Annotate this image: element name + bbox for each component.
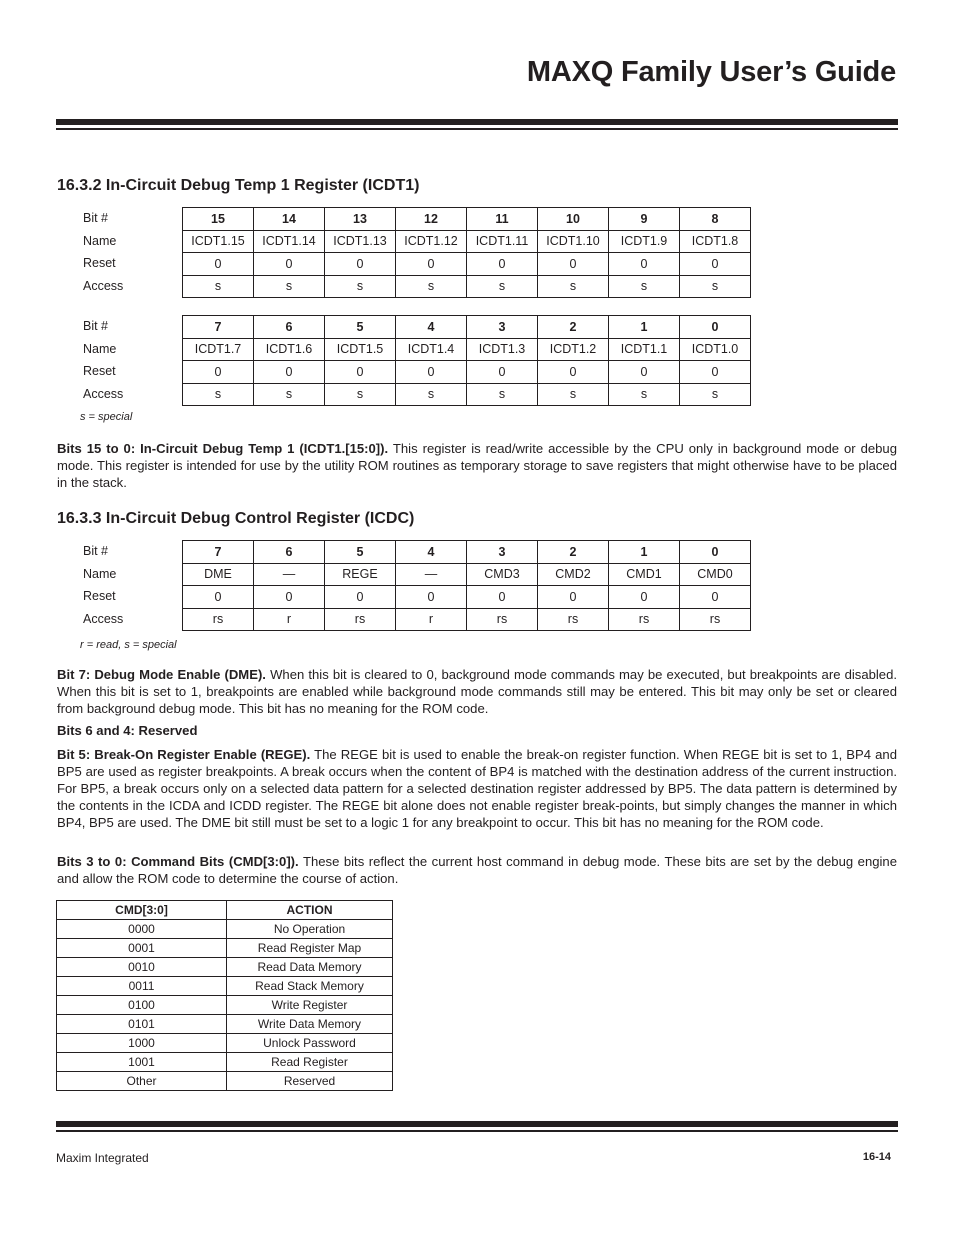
header-rule-thin [56,128,898,130]
table-row [57,920,393,939]
action-cell: Unlock Password [227,1034,393,1053]
bit-cell: 2 [538,316,609,339]
icdt1-description-lead: Bits 15 to 0: In-Circuit Debug Temp 1 (ICDT1.[15:0]). [57,441,389,456]
reset-cell: 0 [183,253,254,276]
bit5-description [57,746,897,831]
table-row [57,1053,393,1072]
icdc-row-labels [83,540,123,630]
reset-cell: 0 [467,586,538,609]
bit-cell: 9 [609,208,680,231]
table-row [57,977,393,996]
bits64-description [57,722,897,739]
access-cell: s [680,275,751,298]
access-cell: s [396,383,467,406]
bit-cell: 4 [396,541,467,564]
bit-cell: 7 [183,316,254,339]
access-row [183,383,751,406]
name-cell: ICDT1.9 [609,230,680,253]
footer-rule-thin [56,1130,898,1132]
bit-cell: 5 [325,316,396,339]
bit-cell: 6 [254,541,325,564]
table-row [57,1034,393,1053]
access-cell: rs [538,608,609,631]
reset-cell: 0 [254,253,325,276]
reset-cell: 0 [538,361,609,384]
icdt1-low-bits-table [182,315,751,406]
bit-cell: 7 [183,541,254,564]
name-cell: ICDT1.7 [183,338,254,361]
bit-cell: 10 [538,208,609,231]
reset-cell: 0 [183,586,254,609]
name-cell: ICDT1.5 [325,338,396,361]
row-label-access: Access [83,386,124,401]
name-cell: CMD3 [467,563,538,586]
cmd-code-cell: 0001 [57,939,227,958]
reset-cell: 0 [609,586,680,609]
access-cell: s [325,275,396,298]
reset-cell: 0 [325,586,396,609]
bit-cell: 1 [609,541,680,564]
name-row [183,230,751,253]
section-heading-icdt1: 16.3.2 In-Circuit Debug Temp 1 Register (ICDT1) [57,177,420,194]
footer-company: Maxim Integrated [56,1151,149,1165]
reset-row [183,361,751,384]
icdt1-description [57,440,897,491]
name-cell: ICDT1.6 [254,338,325,361]
icdt1-low-row-labels [83,315,123,405]
bit7-text: When this bit is cleared to 0, background mode commands may be executed, but breakpoints are disabled. When this bit is set to 1, breakpoints are enabled while background mode commands still may be entered. This bit may only be set or cleared from background debug mode. This bit has no meaning for the ROM code. [57,667,897,716]
access-cell: r [396,608,467,631]
access-cell: rs [183,608,254,631]
access-cell: rs [609,608,680,631]
bit7-description [57,666,897,717]
access-cell: rs [467,608,538,631]
icdc-access-legend: r = read, s = special [80,639,177,651]
bit-cell: 11 [467,208,538,231]
name-cell: ICDT1.11 [467,230,538,253]
bits30-text: These bits reflect the current host command in debug mode. These bits are set by the debug engine and allow the ROM code to determine the course of action. [57,854,897,886]
access-cell: s [183,383,254,406]
access-cell: s [538,383,609,406]
cmd-code-cell: 0000 [57,920,227,939]
table-row [57,958,393,977]
row-label-name: Name [83,566,117,581]
reset-row [183,253,751,276]
access-cell: s [325,383,396,406]
bit-cell: 3 [467,316,538,339]
bit5-lead: Bit 5: Break-On Register Enable (REGE). [57,747,311,762]
action-cell: Write Data Memory [227,1015,393,1034]
name-cell: ICDT1.3 [467,338,538,361]
access-cell: s [467,383,538,406]
bit5-text: The REGE bit is used to enable the break-on register function. When REGE bit is set to 1, BP4 and BP5 are used as register breakpoints. A break occurs when the content of BP4 is matched with the destination address of the current instruction. For BP5, a break occurs only on a selected data pattern for a selected destination register addressed by BP5. The data pattern is determined by the contents in the ICDA and ICDD register. The REGE bit alone does not enable register break-points, but simply changes the manner in which BP4, BP5 are used. The DME bit still must be set to a logic 1 for any breakpoint to occur. This bit has no meaning for the ROM code. [57,747,897,830]
reset-cell: 0 [609,253,680,276]
action-cell: Write Register [227,996,393,1015]
reset-cell: 0 [467,361,538,384]
table-row [57,996,393,1015]
cmd-code-cell: 0010 [57,958,227,977]
reset-cell: 0 [396,253,467,276]
reset-cell: 0 [609,361,680,384]
footer-rule-thick [56,1121,898,1127]
reset-cell: 0 [467,253,538,276]
action-cell: Read Data Memory [227,958,393,977]
bits64-lead: Bits 6 and 4: Reserved [57,723,198,738]
icdt1-high-row-labels [83,207,123,297]
access-cell: s [609,383,680,406]
cmd-code-cell: 0100 [57,996,227,1015]
reset-cell: 0 [254,361,325,384]
bit7-lead: Bit 7: Debug Mode Enable (DME). [57,667,266,682]
cmd-action-table [56,900,393,1091]
bit-cell: 15 [183,208,254,231]
name-cell: ICDT1.12 [396,230,467,253]
action-cell: No Operation [227,920,393,939]
name-cell: ICDT1.2 [538,338,609,361]
cmd-code-cell: 1001 [57,1053,227,1072]
name-cell: ICDT1.15 [183,230,254,253]
access-cell: rs [680,608,751,631]
reset-cell: 0 [538,253,609,276]
bit-cell: 1 [609,316,680,339]
reset-cell: 0 [183,361,254,384]
name-cell: ICDT1.8 [680,230,751,253]
section-heading-icdc: 16.3.3 In-Circuit Debug Control Register (ICDC) [57,510,415,527]
reset-cell: 0 [325,253,396,276]
action-cell: Reserved [227,1072,393,1091]
action-cell: Read Register Map [227,939,393,958]
bit-cell: 0 [680,541,751,564]
name-cell: DME [183,563,254,586]
access-cell: s [254,383,325,406]
table-row [57,1015,393,1034]
reset-cell: 0 [325,361,396,384]
name-cell: — [396,563,467,586]
bit-number-row [183,208,751,231]
name-cell: CMD0 [680,563,751,586]
table-row [57,939,393,958]
action-column-header: ACTION [227,901,393,920]
name-cell: REGE [325,563,396,586]
name-cell: ICDT1.4 [396,338,467,361]
bit-cell: 2 [538,541,609,564]
row-label-reset: Reset [83,364,116,378]
reset-cell: 0 [538,586,609,609]
row-label-access: Access [83,611,124,626]
cmd-table-header-row [57,901,393,920]
icdt1-access-legend: s = special [80,411,133,423]
access-cell: s [680,383,751,406]
name-cell: ICDT1.14 [254,230,325,253]
icdc-bits-table [182,540,751,631]
access-cell: rs [325,608,396,631]
name-row [183,563,751,586]
bit-cell: 12 [396,208,467,231]
access-cell: s [396,275,467,298]
icdt1-description-text: This register is read/write accessible by the CPU only in background mode or debug mode. This register is intended for use by the utility ROM routines as temporary storage to save registers that might otherwise have to be placed in the stack. [57,441,897,490]
name-cell: CMD2 [538,563,609,586]
bit-cell: 3 [467,541,538,564]
access-cell: s [254,275,325,298]
bit-cell: 5 [325,541,396,564]
access-cell: s [538,275,609,298]
bits30-description [57,853,897,887]
bit-cell: 13 [325,208,396,231]
access-cell: s [609,275,680,298]
name-cell: ICDT1.13 [325,230,396,253]
reset-cell: 0 [680,253,751,276]
name-row [183,338,751,361]
action-cell: Read Register [227,1053,393,1072]
reset-cell: 0 [396,586,467,609]
cmd-code-cell: 0101 [57,1015,227,1034]
reset-row [183,586,751,609]
header-rule-thick [56,119,898,125]
cmd-code-cell: 1000 [57,1034,227,1053]
bits30-lead: Bits 3 to 0: Command Bits (CMD[3:0]). [57,854,299,869]
row-label-name: Name [83,233,117,248]
page-number: 16-14 [862,1151,891,1163]
action-cell: Read Stack Memory [227,977,393,996]
name-cell: ICDT1.1 [609,338,680,361]
row-label-bit: Bit # [83,544,109,558]
row-label-reset: Reset [83,256,116,270]
cmd-column-header: CMD[3:0] [57,901,227,920]
access-row [183,608,751,631]
row-label-reset: Reset [83,589,116,603]
access-row [183,275,751,298]
reset-cell: 0 [396,361,467,384]
row-label-bit: Bit # [83,211,109,225]
name-cell: ICDT1.10 [538,230,609,253]
name-cell: — [254,563,325,586]
access-cell: r [254,608,325,631]
icdt1-high-bits-table [182,207,751,298]
bit-cell: 8 [680,208,751,231]
reset-cell: 0 [680,586,751,609]
name-cell: CMD1 [609,563,680,586]
row-label-access: Access [83,278,124,293]
access-cell: s [467,275,538,298]
document-title: MAXQ Family User’s Guide [526,56,896,88]
bit-cell: 4 [396,316,467,339]
bit-number-row [183,541,751,564]
cmd-code-cell: Other [57,1072,227,1091]
bit-number-row [183,316,751,339]
row-label-name: Name [83,341,117,356]
access-cell: s [183,275,254,298]
reset-cell: 0 [254,586,325,609]
bit-cell: 0 [680,316,751,339]
bit-cell: 14 [254,208,325,231]
cmd-code-cell: 0011 [57,977,227,996]
reset-cell: 0 [680,361,751,384]
bit-cell: 6 [254,316,325,339]
name-cell: ICDT1.0 [680,338,751,361]
table-row [57,1072,393,1091]
row-label-bit: Bit # [83,319,109,333]
